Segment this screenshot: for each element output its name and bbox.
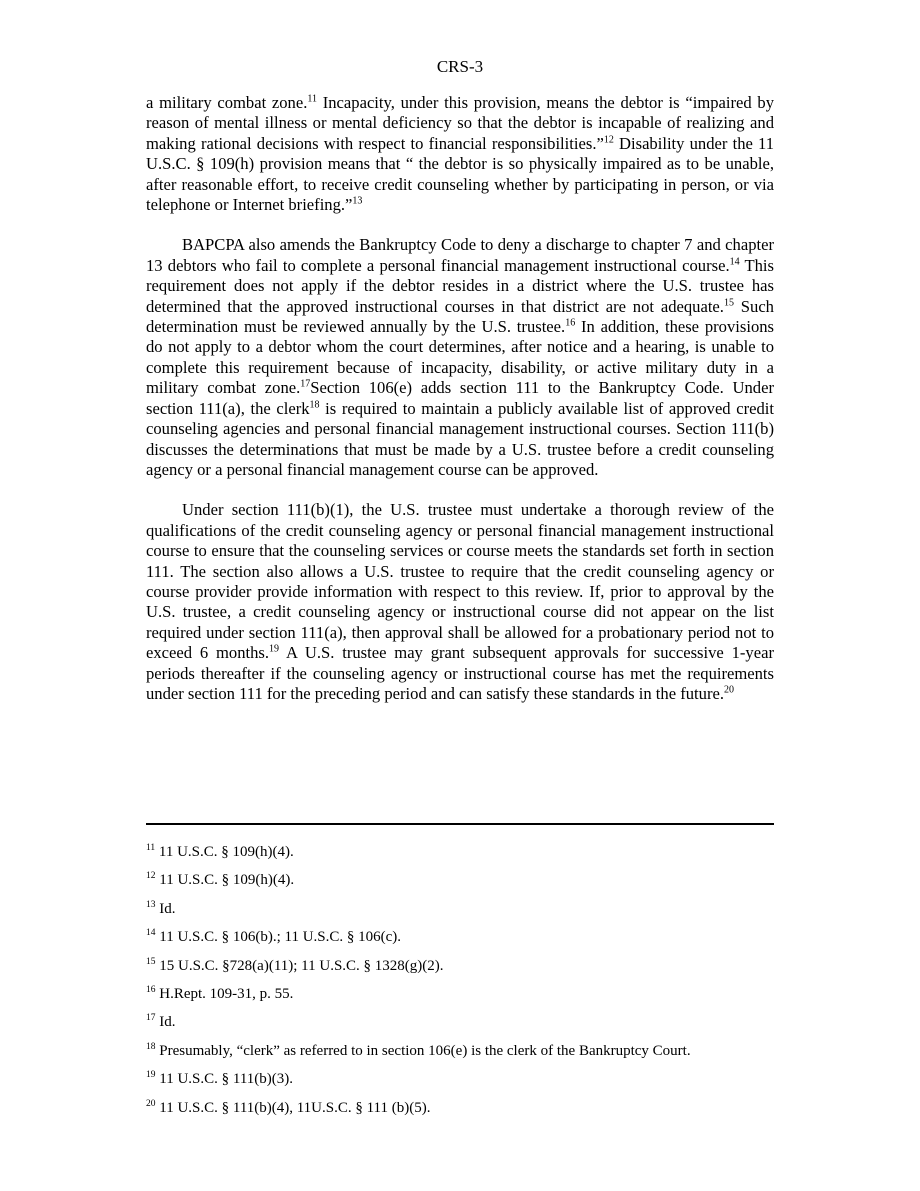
footnote-ref[interactable]: 13 (352, 195, 363, 207)
footnote-ref[interactable]: 12 (603, 134, 614, 146)
paragraph-text: Incapacity, under this provision, means the debtor is “impaired by reason of mental illness or mental deficiency so that the debtor is incapable of realizing and making rational decisions with respect to financial responsibilities.” (146, 93, 774, 153)
footnote-item (146, 1099, 774, 1127)
footnote-ref[interactable]: 20 (723, 684, 734, 696)
footnotes (146, 843, 774, 1127)
footnote-text: 11 U.S.C. § 111(b)(3). (155, 1071, 293, 1088)
paragraph-text: Section 106(e) adds section 111 to the Bankruptcy Code. Under section 111(a), the clerk (146, 378, 774, 418)
footnote-ref[interactable]: 14 (729, 256, 740, 268)
body-text (146, 93, 774, 704)
footnote-number: 18 (146, 1041, 156, 1052)
paragraph-text: BAPCPA also amends the Bankruptcy Code to deny a discharge to chapter 7 and chapter 13 debtors who fail to complete a personal financial management instructional course. (146, 235, 774, 275)
paragraph-text: A U.S. trustee may grant subsequent approvals for successive 1-year periods thereafter if the counseling agency or instructional course has met the requirements under section 111 for the preceding period and can satisfy these standards in the future. (146, 643, 774, 703)
paragraph-text: Disability under the 11 U.S.C. § 109(h) provision means that “ the debtor is so physically impaired as to be unable, after reasonable effort, to receive credit counseling whether by participating in person, or via telephone or Internet briefing.” (146, 133, 775, 215)
footnote-text: 11 U.S.C. § 109(h)(4). (155, 844, 294, 860)
footnote-text: 11 U.S.C. § 109(h)(4). (155, 872, 295, 889)
paragraph-text: a military combat zone. (146, 93, 308, 112)
footnote-item (146, 957, 774, 985)
footnote-text: 15 U.S.C. §728(a)(11); 11 U.S.C. § 1328(g)(2). (155, 957, 444, 974)
paragraph-1 (146, 93, 774, 215)
footnote-text: Presumably, “clerk” as referred to in section 106(e) is the clerk of the Bankruptcy Court. (155, 1042, 691, 1059)
footnote-ref[interactable]: 18 (309, 399, 320, 411)
footnote-number: 14 (146, 928, 156, 939)
footnote-number: 15 (146, 956, 156, 967)
footnote-item (146, 985, 774, 1013)
paragraph-text: Under section 111(b)(1), the U.S. trustee must undertake a thorough review of the qualifications of the credit counseling agency or personal financial management instructional course to ensure that the counseling services or course meets the standards set forth in section 111. The section also allows a U.S. trustee to require that the credit counseling agency or course provider provide information with respect to this review. If, prior to approval by the U.S. trustee, a credit counseling agency or instructional course did not appear on the list required under section 111(a), then approval shall be allowed for a probationary period not to exceed 6 months. (146, 500, 774, 663)
footnote-item (146, 1042, 774, 1070)
footnote-ref[interactable]: 15 (723, 297, 734, 309)
footnote-ref[interactable]: 16 (565, 317, 576, 329)
paragraph-text: In addition, these provisions do not apply to a debtor whom the court determines, after notice and a hearing, is unable to complete this requirement because of incapacity, disability, or active military duty in a military combat zone. (146, 317, 774, 398)
footnote-number: 12 (146, 871, 156, 882)
page-header: CRS-3 (436, 57, 484, 76)
footnote-ref[interactable]: 11 (307, 93, 318, 105)
footnote-number: 11 (146, 843, 156, 853)
footnote-item (146, 1070, 774, 1098)
footnote-text: H.Rept. 109-31, p. 55. (155, 985, 294, 1002)
paragraph-text: This requirement does not apply if the debtor resides in a district where the U.S. trustee has determined that the approved instructional courses in that district are not adequate. (146, 255, 774, 316)
footnote-text: Id. (155, 1014, 176, 1031)
footnote-text: 11 U.S.C. § 106(b).; 11 U.S.C. § 106(c). (155, 929, 402, 946)
footnote-number: 19 (146, 1070, 156, 1081)
footnote-text: 11 U.S.C. § 111(b)(4), 11U.S.C. § 111 (b)(5). (155, 1099, 431, 1116)
paragraph-text: is required to maintain a publicly available list of approved credit counseling agencies and personal financial management instructional courses. Section 111(b) discusses the determinations that must be made by a U.S. trustee before a credit counseling agency or a personal financial management course can be approved. (146, 398, 775, 479)
footnote-number: 17 (146, 1013, 156, 1024)
footnote-item (146, 871, 774, 899)
footnote-text: Id. (155, 900, 176, 917)
paragraph-2 (146, 235, 774, 480)
paragraph-text: Such determination must be reviewed annually by the U.S. trustee. (146, 296, 774, 337)
footnote-number: 16 (146, 984, 156, 995)
footnote-item (146, 1013, 774, 1041)
footnote-item (146, 900, 774, 928)
footnote-number: 20 (146, 1098, 156, 1109)
paragraph-3 (146, 500, 774, 704)
footnote-ref[interactable]: 17 (300, 378, 311, 390)
footnote-ref[interactable]: 19 (269, 643, 280, 655)
footnote-number: 13 (146, 899, 156, 910)
footnote-item (146, 928, 774, 956)
footnote-divider (146, 823, 774, 825)
footnote-item (146, 843, 774, 871)
